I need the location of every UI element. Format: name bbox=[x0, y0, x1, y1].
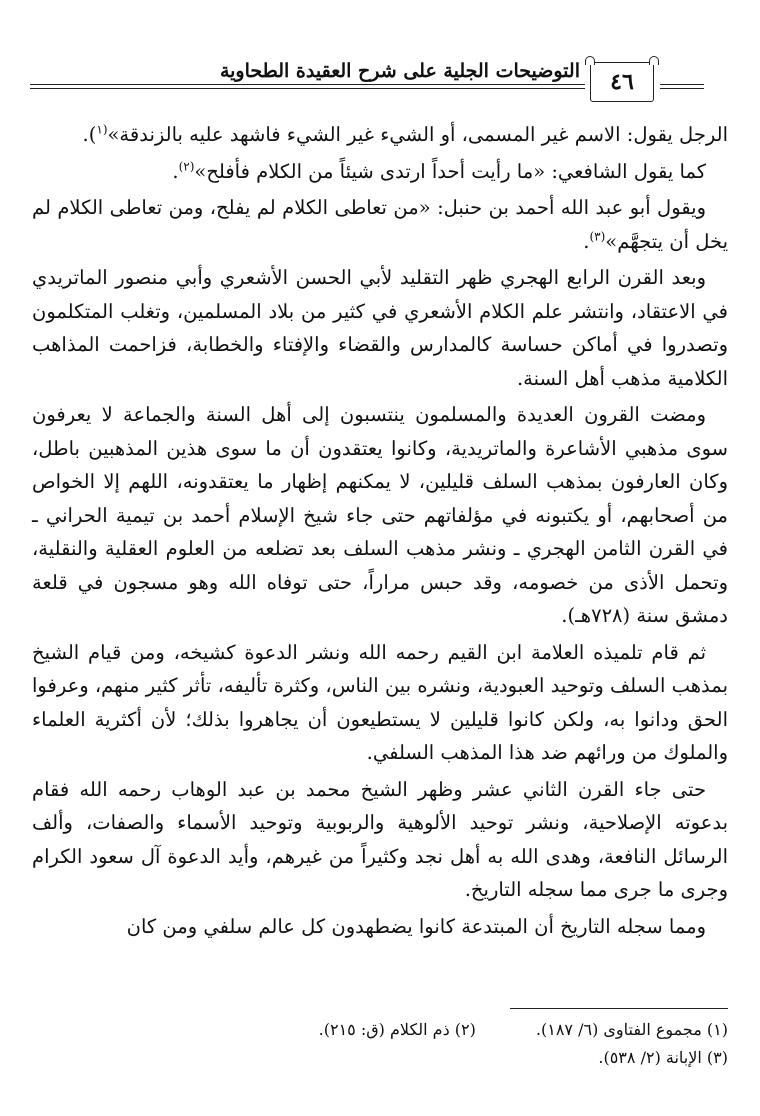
header-rule-right-top bbox=[660, 84, 704, 85]
paragraph-2: كما يقول الشافعي: «ما رأيت أحداً ارتدى شيئاً من الكلام فأفلح»$^{(٢)}$. bbox=[172, 159, 706, 183]
footnote-ref-3: (٣) bbox=[589, 229, 606, 243]
header-rule-bottom bbox=[30, 88, 585, 89]
running-title: التوضيحات الجلية على شرح العقيدة الطحاوية bbox=[219, 60, 580, 82]
paragraph-3: ويقول أبو عبد الله أحمد بن حنبل: «من تعاطى الكلام لم يفلح، ومن تعاطى الكلام لم يخل أن يتجهَّم»$^{(٣)}$. bbox=[32, 196, 728, 253]
footnote-row bbox=[40, 1044, 728, 1072]
footnote-row bbox=[40, 1016, 728, 1044]
page-number: ٤٦ bbox=[610, 69, 634, 95]
footnote-3: (٣) الإبانة (٢/ ٥٣٨). bbox=[598, 1048, 728, 1067]
paragraph-1: الرجل يقول: الاسم غير المسمى، أو الشيء غير الشيء فاشهد عليه بالزندقة»$^{(١}$). bbox=[82, 122, 728, 146]
footnote-2: (٢) ذم الكلام (ق: ٢١٥). bbox=[318, 1020, 476, 1039]
paragraph-7: حتى جاء القرن الثاني عشر وظهر الشيخ محمد بن عبد الوهاب رحمه الله فقام بدعوته الإصلاحية، ونشر توحيد الألوهية والربوبية وتوحيد الأسماء والصفات، وألف الرسائل النافعة، وهدى الله به أهل نجد وكثيراً من غيرهم، وأيد الدعوة آل سعود الكرام وجرى ما جرى مما سجله التاريخ. bbox=[32, 777, 728, 901]
footnote-ref-1: (١ bbox=[96, 122, 108, 137]
paragraph-5: ومضت القرون العديدة والمسلمون ينتسبون إلى أهل السنة والجماعة لا يعرفون سوى مذهبي الأشاعرة والماتريدية، وكانوا يعتقدون أن ما سوى هذين المذهبين باطل، وكان العارفون بمذهب السلف قليلين، لا يمكنهم إظهار ما يعتقدونه، اللهم إلا الخواص من أصحابهم، أو يكتبونه في مؤلفاتهم حتى جاء شيخ الإسلام أحمد بن تيمية الحراني ـ في القرن الثامن الهجري ـ ونشر مذهب السلف بعد تضلعه من العلوم العقلية والنقلية، وتحمل الأذى من خصومه، وقد حبس مراراً، حتى توفاه الله وهو مسجون في قلعة دمشق سنة (٧٢٨هـ). bbox=[32, 403, 728, 627]
paragraph-6: ثم قام تلميذه العلامة ابن القيم رحمه الله ونشر الدعوة كشيخه، ومن قيام الشيخ بمذهب السلف وتوحيد العبودية، ونشره بين الناس، وكثرة تأليفه، تأثر كثير منهم، وعرفوا الحق ودانوا به، ولكن كانوا قليلين لا يستطيعون أن يجاهروا بذلك؛ لأن أكثرية العلماء والملوك من ورائهم ضد هذا المذهب السلفي. bbox=[32, 640, 728, 764]
footnote-separator bbox=[510, 1008, 728, 1009]
page-number-box bbox=[590, 62, 654, 102]
paragraph-8: ومما سجله التاريخ أن المبتدعة كانوا يضطهدون كل عالم سلفي ومن كان bbox=[126, 914, 706, 938]
footnote-ref-2: (٢) bbox=[178, 159, 195, 173]
header-rule-right-bottom bbox=[660, 88, 704, 89]
body-text bbox=[32, 118, 728, 946]
paragraph-4: وبعد القرن الرابع الهجري ظهر التقليد لأبي الحسن الأشعري وأبي منصور الماتريدي في الاعتقاد، وانتشر علم الكلام الأشعري في كثير من بلاد المسلمين، وتغلب المتكلمون وتصدروا في أماكن حساسة كالمدارس والقضاء والإفتاء والخطابة، فزاحمت المذاهب الكلامية مذهب أهل السنة. bbox=[32, 266, 728, 390]
footnotes bbox=[40, 1016, 728, 1072]
header-rule-top bbox=[30, 84, 585, 85]
footnote-1: (١) مجموع الفتاوى (٦/ ١٨٧). bbox=[535, 1020, 728, 1039]
